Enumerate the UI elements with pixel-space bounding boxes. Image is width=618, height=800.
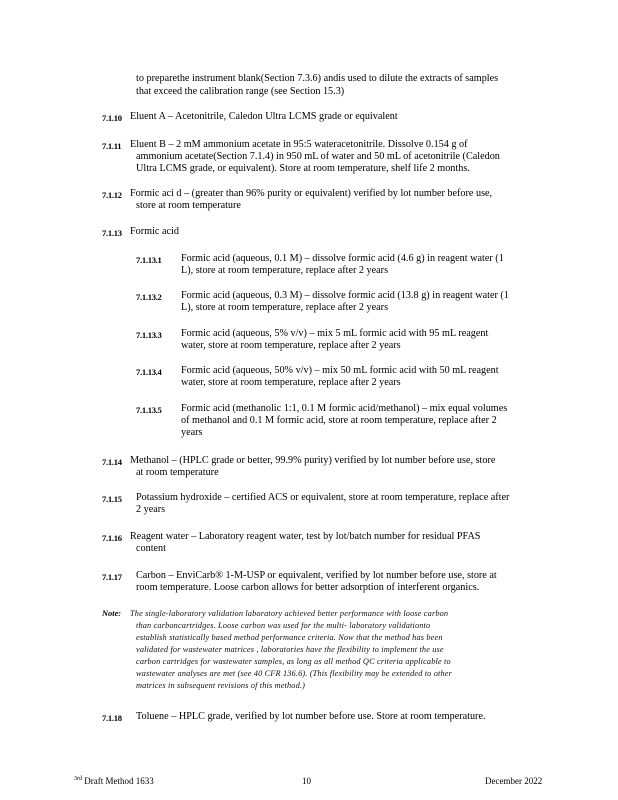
item-text: years [181, 427, 203, 438]
item-text: content [136, 543, 166, 554]
note-line: wastewater analyses are met (see 40 CFR 136.6). (This flexibility may be extended to other [136, 669, 452, 678]
item-text: Carbon – EnviCarb® 1-M-USP or equivalent, verified by lot number before use, store at [136, 570, 497, 581]
note-line: carbon cartridges for wastewater samples, as long as all method QC criteria applicable to [136, 657, 451, 666]
item-text: Formic aci d – (greater than 96% purity or equivalent) verified by lot number before use, [130, 188, 493, 199]
page-number: 10 [302, 776, 311, 786]
section-number: 7.1.11 [102, 141, 122, 151]
subsection-number: 7.1.13.2 [136, 292, 162, 302]
intro-line-1: to preparethe instrument blank(Section 7.3.6) andis used to dilute the extracts of samples [136, 73, 499, 84]
item-text: Formic acid (methanolic 1:1, 0.1 M formic acid/methanol) – mix equal volumes [181, 403, 508, 414]
subsection-number: 7.1.13.5 [136, 405, 162, 415]
item-text: L), store at room temperature, replace after 2 years [181, 265, 389, 276]
footer-date: December 2022 [485, 776, 543, 786]
intro-line-2: that exceed the calibration range (see Section 15.3) [136, 86, 345, 97]
item-text: store at room temperature [136, 200, 241, 211]
item-text: water, store at room temperature, replace after 2 years [181, 340, 401, 351]
item-text: water, store at room temperature, replace after 2 years [181, 377, 401, 388]
section-number: 7.1.10 [102, 113, 122, 123]
section-number: 7.1.16 [102, 533, 122, 543]
subsection-number: 7.1.13.4 [136, 367, 162, 377]
section-number: 7.1.15 [102, 494, 122, 504]
subsection-number: 7.1.13.3 [136, 330, 162, 340]
item-text: at room temperature [136, 467, 219, 478]
item-text: Formic acid (aqueous, 0.1 M) – dissolve formic acid (4.6 g) in reagent water (1 [181, 253, 504, 264]
item-text: of methanol and 0.1 M formic acid, store at room temperature, replace after 2 [181, 415, 497, 426]
section-number: 7.1.12 [102, 190, 122, 200]
item-text: 2 years [136, 504, 166, 515]
item-text: Potassium hydroxide – certified ACS or equivalent, store at room temperature, replace after [136, 492, 510, 503]
item-text: Ultra LCMS grade, or equivalent). Store at room temperature, shelf life 2 months. [136, 163, 470, 174]
item-text: room temperature. Loose carbon allows for better adsorption of interferent organics. [136, 582, 480, 593]
item-text: Eluent B – 2 mM ammonium acetate in 95:5 wateracetonitrile. Dissolve 0.154 g of [130, 139, 468, 150]
footer-method-label: Draft Method 1633 [84, 776, 154, 786]
item-text: Formic acid (aqueous, 0.3 M) – dissolve formic acid (13.8 g) in reagent water (1 [181, 290, 509, 301]
subsection-number: 7.1.13.1 [136, 255, 162, 265]
section-number: 7.1.14 [102, 457, 122, 467]
footer-edition-superscript: 3rd [74, 776, 82, 782]
note-line: matrices in subsequent revisions of this method.) [136, 681, 306, 690]
item-text: Formic acid [130, 226, 179, 237]
note-line: than carboncartridges. Loose carbon was used for the multi- laboratory validationto [136, 621, 431, 630]
item-text: L), store at room temperature, replace after 2 years [181, 302, 389, 313]
item-text: ammonium acetate(Section 7.1.4) in 950 mL of water and 50 mL of acetonitrile (Caledon [136, 151, 500, 162]
note-line: validated for wastewater matrices , laboratories have the flexibility to implement the use [136, 645, 444, 654]
item-text: Formic acid (aqueous, 50% v/v) – mix 50 mL formic acid with 50 mL reagent [181, 365, 499, 376]
item-text: Methanol – (HPLC grade or better, 99.9% purity) verified by lot number before use, store [130, 455, 496, 466]
note-line: The single-laboratory validation laboratory achieved better performance with loose carbon [130, 609, 449, 618]
item-text: Eluent A – Acetonitrile, Caledon Ultra LCMS grade or equivalent [130, 111, 398, 122]
item-text: Reagent water – Laboratory reagent water, test by lot/batch number for residual PFAS [130, 531, 481, 542]
footer-method-title [74, 776, 154, 786]
section-number: 7.1.18 [102, 713, 122, 723]
item-text: Toluene – HPLC grade, verified by lot number before use. Store at room temperature. [136, 711, 486, 722]
section-number: 7.1.13 [102, 228, 122, 238]
section-number: 7.1.17 [102, 572, 122, 582]
note-label: Note: [102, 609, 122, 618]
item-text: Formic acid (aqueous, 5% v/v) – mix 5 mL formic acid with 95 mL reagent [181, 328, 489, 339]
note-line: establish statistically based method performance criteria. Now that the method has been [136, 633, 443, 642]
